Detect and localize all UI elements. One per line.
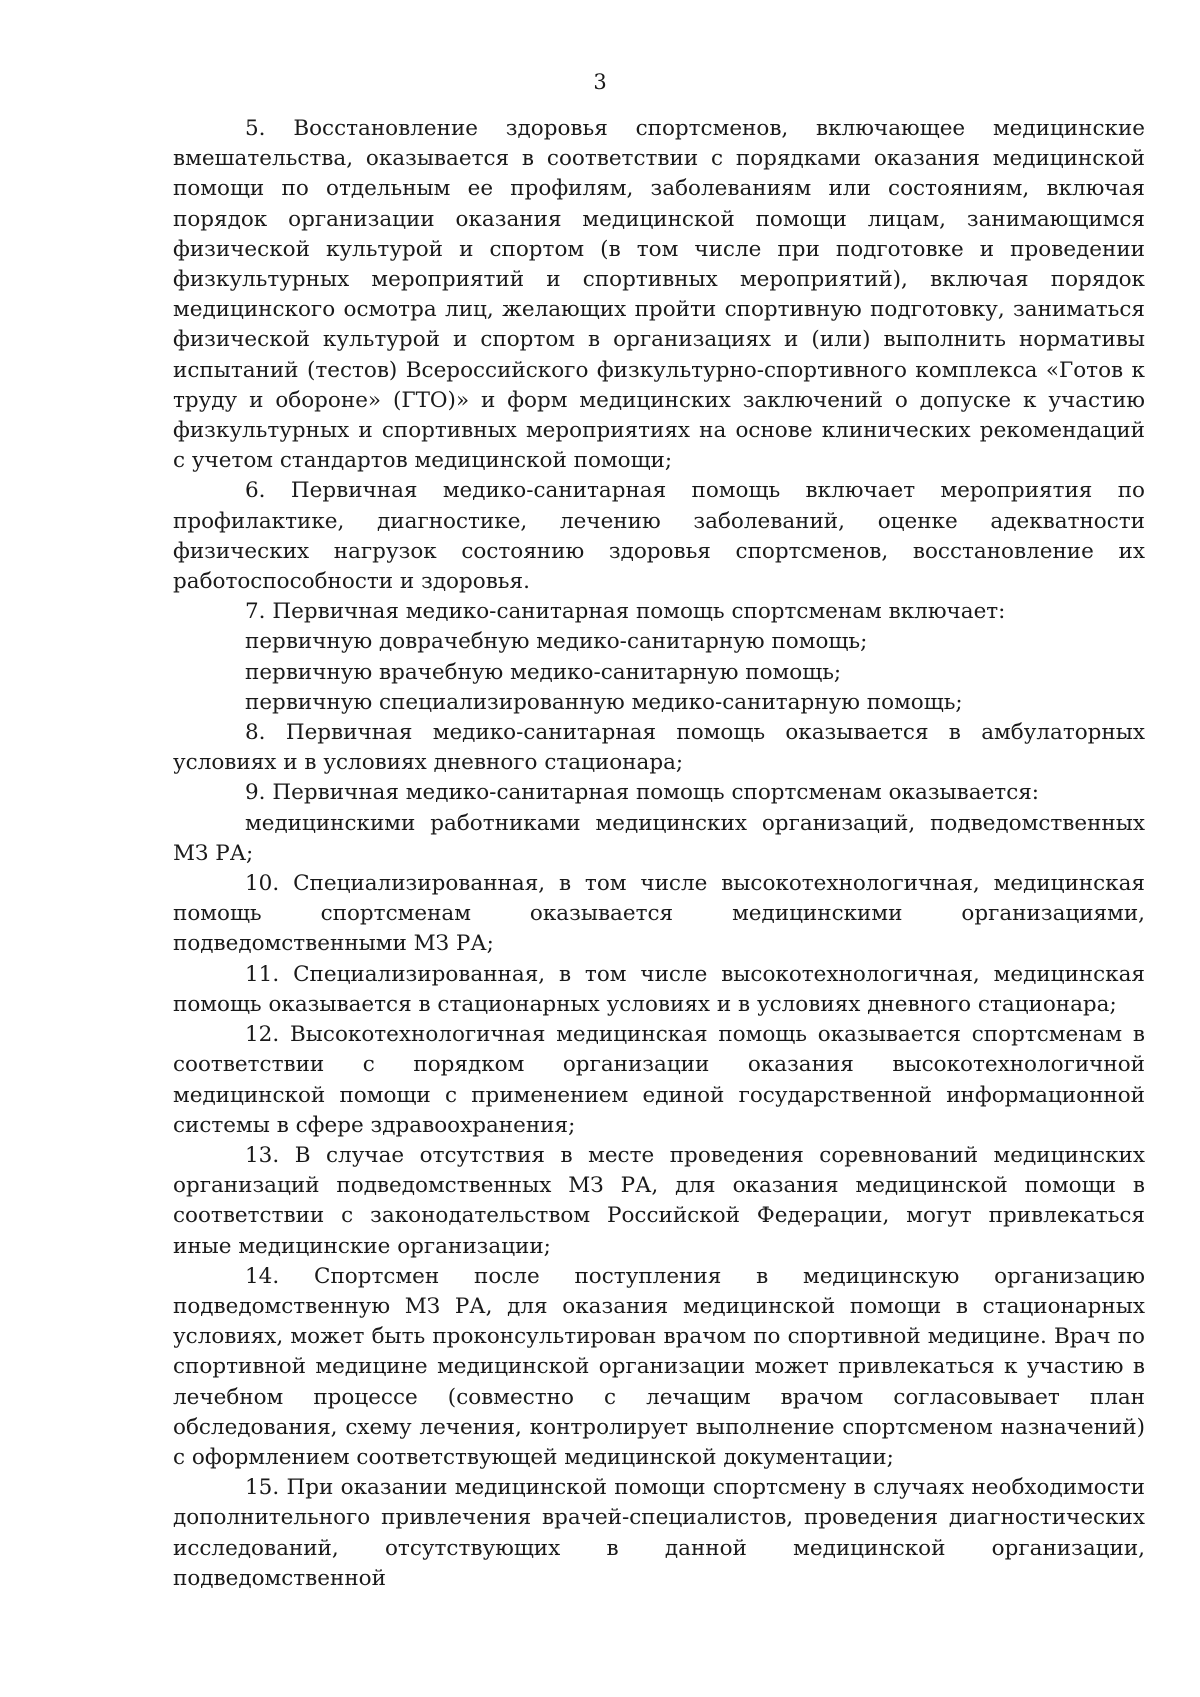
paragraph-14: 14. Спортсмен после поступления в медицинскую организацию подведомственную МЗ РА, для оказания медицинской помощи в стационарных условиях, может быть проконсультирован врачом по спортивной медицине. Врач по спортивной медицине медицинской организации может привлекаться к участию в лечебном процессе (совместно с лечащим врачом согласовывает план обследования, схему лечения, контролирует выполнение спортсменом назначений) с оформлением соответствующей медицинской документации; (173, 1263, 1145, 1470)
paragraph-7: 7. Первичная медико-санитарная помощь спортсменам включает: (245, 599, 1006, 625)
paragraph-5: 5. Восстановление здоровья спортсменов, включающее медицинские вмешательства, оказывается в соответствии с порядками оказания медицинской помощи по отдельным ее профилям, заболеваниям или состояниям, включая порядок организации оказания медицинской помощи лицам, занимающимся физической культурой и спортом (в том числе при подготовке и проведении физкультурных мероприятий и спортивных мероприятий), включая порядок медицинского осмотра лиц, желающих пройти спортивную подготовку, заниматься физической культурой и спортом в организациях и (или) выполнить нормативы испытаний (тестов) Всероссийского физкультурно-спортивного комплекса «Готов к труду и обороне» (ГТО)» и форм медицинских заключений о допуске к участию физкультурных и спортивных мероприятиях на основе клинических рекомендаций с учетом стандартов медицинской помощи; (173, 116, 1145, 474)
paragraph-13: 13. В случае отсутствия в месте проведения соревнований медицинских организаций подведомственных МЗ РА, для оказания медицинской помощи в соответствии с законодательством Российской Федерации, могут привлекаться иные медицинские организации; (173, 1142, 1145, 1259)
paragraph-9: 9. Первичная медико-санитарная помощь спортсменам оказывается: (245, 780, 1040, 806)
paragraph-8: 8. Первичная медико-санитарная помощь оказывается в амбулаторных условиях и в условиях дневного стационара; (173, 720, 1145, 776)
paragraph-6: 6. Первичная медико-санитарная помощь включает мероприятия по профилактике, диагностике, лечению заболеваний, оценке адекватности физических нагрузок состоянию здоровья спортсменов, восстановление их работоспособности и здоровья. (173, 478, 1145, 595)
paragraph-12: 12. Высокотехнологичная медицинская помощь оказывается спортсменам в соответствии с порядком организации оказания высокотехнологичной медицинской помощи с применением единой государственной информационной системы в сфере здравоохранения; (173, 1022, 1145, 1138)
document-body (173, 114, 1145, 1594)
list-item-pre-doctor-care: первичную доврачебную медико-санитарную помощь; (245, 629, 868, 655)
paragraph-10: 10. Специализированная, в том числе высокотехнологичная, медицинская помощь спортсменам оказывается медицинскими организациями, подведомственными МЗ РА; (173, 871, 1145, 957)
paragraph-11: 11. Специализированная, в том числе высокотехнологичная, медицинская помощь оказывается в стационарных условиях и в условиях дневного стационара; (173, 961, 1145, 1017)
list-item-medical-workers: медицинскими работниками медицинских организаций, подведомственных МЗ РА; (173, 810, 1145, 866)
page-number: 3 (593, 70, 607, 94)
paragraph-15: 15. При оказании медицинской помощи спортсмену в случаях необходимости дополнительного привлечения врачей-специалистов, проведения диагностических исследований, отсутствующих в данной медицинской организации, подведомственной (173, 1475, 1145, 1591)
list-item-doctor-care: первичную врачебную медико-санитарную помощь; (245, 659, 842, 685)
list-item-specialized-care: первичную специализированную медико-санитарную помощь; (245, 689, 963, 715)
